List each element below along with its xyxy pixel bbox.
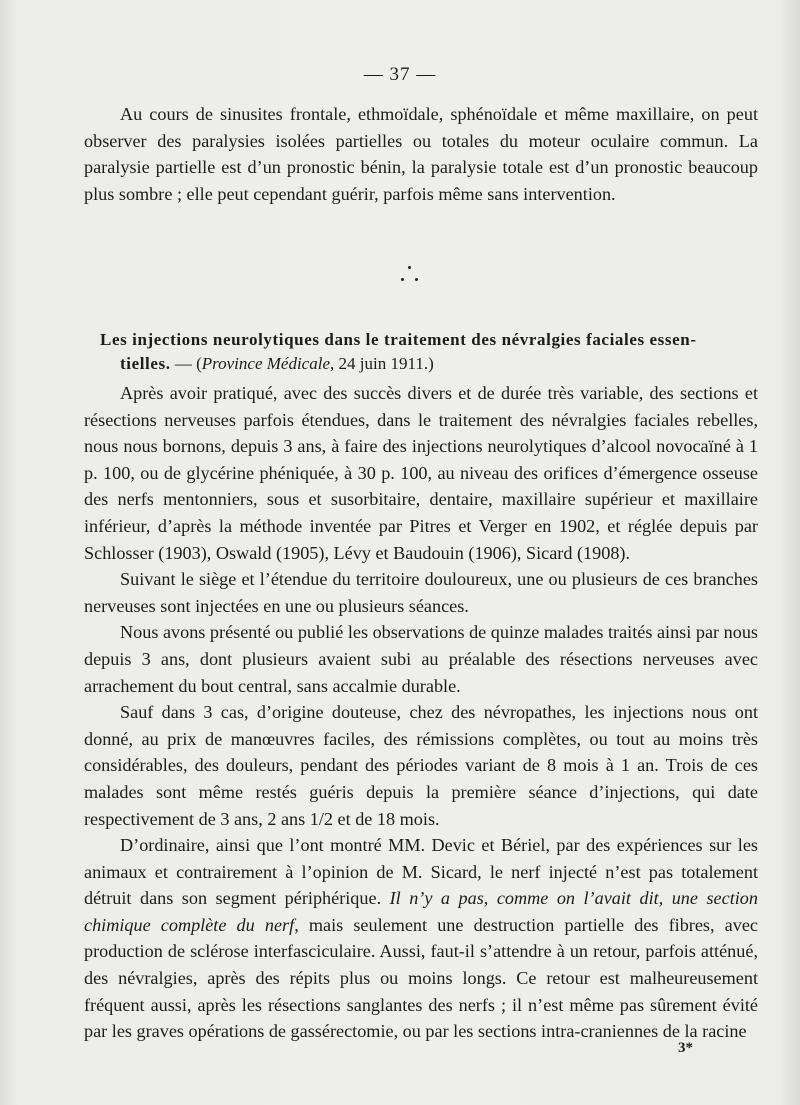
section-separator-asterism (395, 262, 425, 292)
body-paragraph-1: Après avoir pratiqué, avec des succès divers et de durée très variable, des sections et résections nerveuses parfois étendues, dans le traitement des névralgies faciales rebelles, nous nous bornons, depuis 3 ans, à faire des injections neurolytiques d’alcool novocaïné à 1 p. 100, ou de glycérine phéniquée, à 30 p. 100, au niveau des orifices d’émergence osseuse des nerfs mentonniers, sous et susorbitaire, dentaire, maxillaire supérieur et maxillaire inférieur, d’après la méthode inventée par Pitres et Verger en 1902, et réglée depuis par Schlosser (1903), Oswald (1905), Lévy et Baudouin (1906), Sicard (1908). (84, 383, 758, 563)
body-paragraph-5: D’ordinaire, ainsi que l’ont montré MM. Devic et Bériel, par des expériences sur les animaux et contrairement à l’opinion de M. Sicard, le nerf injecté n’est pas totalement détruit dans son segment périphérique. Il n’y a pas, comme on l’avait dit, une section chimique complète du nerf, mais seulement une destruction partielle des fibres, avec production de sclérose interfasciculaire. Aussi, faut-il s’attendre à un retour, parfois atténué, des névralgies, après des répits plus ou moins longs. Ce retour est malheureusement fréquent aussi, après les résections sanglantes des nerfs ; il n’est même pas sûrement évité par les graves opérations de gassérectomie, ou par les sections intra-craniennes de la racine (84, 835, 758, 1042)
heading-dash: — ( (170, 354, 202, 373)
heading-title-part1: Les injections neurolytiques dans le traitement des névralgies faciales essen- (100, 330, 697, 349)
page-number: — 37 — (363, 64, 437, 85)
signature-mark: 3* (678, 1040, 693, 1056)
body-paragraph-2: Suivant le siège et l’étendue du territoire douloureux, une ou plusieurs de ces branches nerveuses sont injectées en une ou plusieurs séances. (84, 569, 758, 616)
italic-emphasis: Il n’y a pas, comme on l’avait dit, une section chimique complète du nerf (84, 888, 758, 935)
body-paragraph-3: Nous avons présenté ou publié les observations de quinze malades traités ainsi par nous depuis 3 ans, dont plusieurs avaient subi au préalable des résections nerveuses avec arrachement du bout central, sans accalmie durable. (84, 622, 758, 696)
article-body (84, 380, 758, 1045)
heading-source: Province Médicale, (201, 354, 335, 373)
section-heading (100, 328, 760, 376)
heading-title-part2: tielles. (120, 354, 171, 373)
body-paragraph-4: Sauf dans 3 cas, d’origine douteuse, chez des névropathes, les injections nous ont donné, au prix de manœuvres faciles, des rémissions complètes, ou tout au moins très considérables, des douleurs, pendant des périodes variant de 8 mois à 1 an. Trois de ces malades sont même restés guéris depuis la première séance d’injections, qui date respectivement de 3 ans, 2 ans 1/2 et de 18 mois. (84, 702, 758, 829)
heading-date: 24 juin 1911.) (334, 354, 434, 373)
intro-paragraph: Au cours de sinusites frontale, ethmoïdale, sphénoïdale et même maxillaire, on peut observer des paralysies isolées partielles ou totales du moteur oculaire commun. La paralysie partielle est d’un pronostic bénin, la paralysie totale est d’un pronostic beaucoup plus sombre ; elle peut cependant guérir, parfois même sans intervention. (84, 104, 758, 204)
